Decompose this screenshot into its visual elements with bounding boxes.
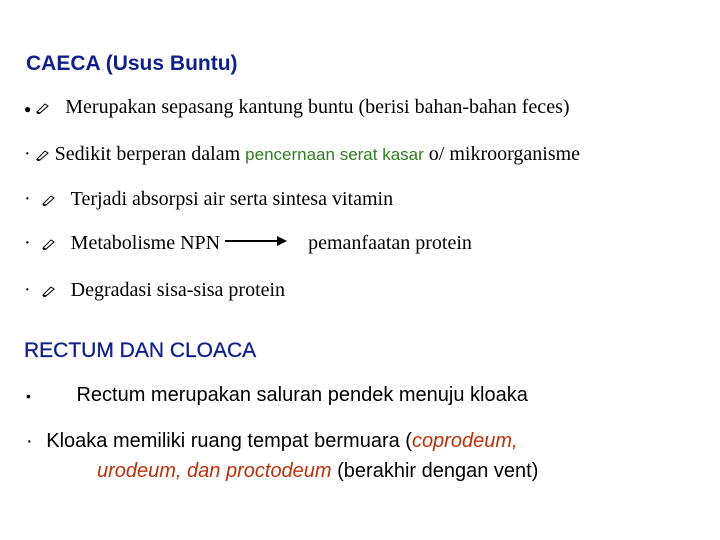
rectum-item-1 bbox=[26, 384, 528, 407]
rectum-item-2-text-before: Kloaka memiliki ruang tempat bermuara ( bbox=[46, 430, 412, 452]
pen-icon bbox=[36, 149, 50, 161]
caeca-item-5-text: Degradasi sisa-sisa protein bbox=[70, 279, 286, 301]
caeca-item-2-green-text: pencernaan serat kasar bbox=[245, 145, 424, 164]
caeca-item-4-text-before: Metabolisme NPN bbox=[70, 232, 221, 254]
pen-icon bbox=[36, 102, 50, 114]
rectum-item-2 bbox=[26, 430, 518, 453]
bullet-dot: · bbox=[24, 188, 31, 210]
rectum-item-2-italic-2: urodeum, dan proctodeum bbox=[97, 460, 332, 482]
caeca-item-4 bbox=[24, 232, 472, 255]
caeca-item-5 bbox=[24, 279, 285, 302]
caeca-item-2-text-before: Sedikit berperan dalam bbox=[54, 143, 246, 165]
pen-icon bbox=[42, 194, 56, 206]
bullet-dot: • bbox=[26, 388, 31, 404]
rectum-item-2-italic-1: coprodeum, bbox=[411, 430, 518, 452]
caeca-item-1 bbox=[24, 96, 570, 119]
caeca-heading: CAECA (Usus Buntu) bbox=[26, 52, 238, 75]
pen-icon bbox=[42, 285, 56, 297]
bullet-dot: ● bbox=[24, 102, 32, 116]
right-arrow-icon bbox=[225, 234, 289, 248]
bullet-dot: · bbox=[24, 143, 31, 165]
caeca-item-1-text: Merupakan sepasang kantung buntu (berisi bahan-bahan feces) bbox=[65, 96, 570, 118]
rectum-item-2-text-after: (berakhir dengan vent) bbox=[331, 460, 539, 482]
rectum-heading: RECTUM DAN CLOACA bbox=[24, 339, 257, 362]
bullet-dot: · bbox=[24, 232, 31, 254]
caeca-item-3 bbox=[24, 188, 393, 211]
rectum-item-2-line-2 bbox=[97, 460, 538, 483]
pen-icon bbox=[42, 238, 56, 250]
caeca-item-3-text: Terjadi absorpsi air serta sintesa vitamin bbox=[70, 188, 394, 210]
caeca-item-4-text-after: pemanfaatan protein bbox=[308, 232, 472, 254]
caeca-item-2 bbox=[24, 143, 580, 166]
bullet-dot: · bbox=[24, 279, 31, 301]
rectum-item-1-text: Rectum merupakan saluran pendek menuju kloaka bbox=[76, 384, 528, 406]
bullet-dot: · bbox=[26, 430, 33, 452]
caeca-item-2-text-after: o/ mikroorganisme bbox=[423, 143, 581, 165]
